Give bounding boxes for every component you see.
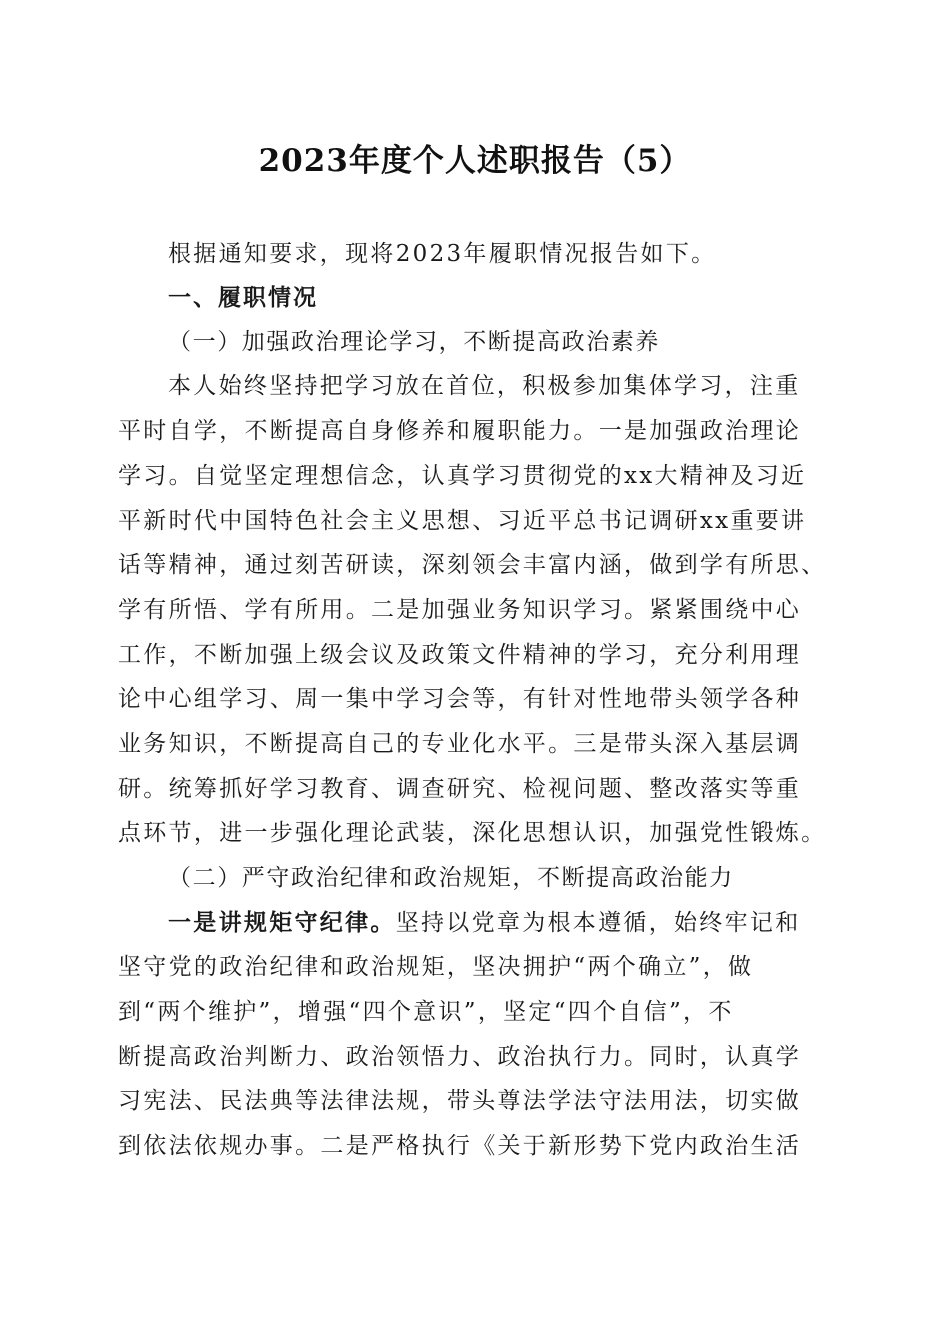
paragraph-line: 到依法依规办事。二是严格执行《关于新形势下党内政治生活 xyxy=(118,1133,802,1159)
section-heading-performance: 一、履职情况 xyxy=(168,285,318,311)
document-title: 2023年度个人述职报告（5） xyxy=(258,143,692,179)
subsection-heading-political-study: （一）加强政治理论学习，不断提高政治素养 xyxy=(168,329,660,355)
paragraph-line: 到“两个维护”，增强“四个意识”，坚定“四个自信”，不 xyxy=(118,999,734,1025)
paragraph-line: 论中心组学习、周一集中学习会等，有针对性地带头领学各种 xyxy=(118,686,802,712)
subsection-heading-political-discipline: （二）严守政治纪律和政治规矩，不断提高政治能力 xyxy=(168,865,734,891)
paragraph-line: 业务知识，不断提高自己的专业化水平。三是带头深入基层调 xyxy=(118,731,802,757)
intro-paragraph: 根据通知要求，现将2023年履职情况报告如下。 xyxy=(168,241,717,267)
paragraph-line: 研。统筹抓好学习教育、调查研究、检视问题、整改落实等重 xyxy=(118,776,802,802)
paragraph-line xyxy=(168,906,801,940)
paragraph-lead-rest: 坚持以党章为根本遵循，始终牢记和 xyxy=(395,910,801,936)
paragraph-line: 平时自学，不断提高自身修养和履职能力。一是加强政治理论 xyxy=(118,418,802,444)
paragraph-line: 本人始终坚持把学习放在首位，积极参加集体学习，注重 xyxy=(168,373,801,399)
paragraph-line: 坚守党的政治纪律和政治规矩，坚决拥护“两个确立”，做 xyxy=(118,954,754,980)
paragraph-line: 话等精神，通过刻苦研读，深刻领会丰富内涵，做到学有所思、 xyxy=(118,552,827,578)
paragraph-line: 学习。自觉坚定理想信念，认真学习贯彻党的xx大精神及习近 xyxy=(118,463,807,489)
paragraph-line: 点环节，进一步强化理论武装，深化思想认识，加强党性锻炼。 xyxy=(118,820,827,846)
paragraph-line: 平新时代中国特色社会主义思想、习近平总书记调研xx重要讲 xyxy=(118,508,807,534)
paragraph-line: 学有所悟、学有所用。二是加强业务知识学习。紧紧围绕中心 xyxy=(118,597,802,623)
paragraph-line: 工作，不断加强上级会议及政策文件精神的学习，充分利用理 xyxy=(118,642,802,668)
paragraph-lead-bold: 一是讲规矩守纪律。 xyxy=(168,909,396,936)
paragraph-line: 断提高政治判断力、政治领悟力、政治执行力。同时，认真学 xyxy=(118,1044,802,1070)
paragraph-line: 习宪法、民法典等法律法规，带头尊法学法守法用法，切实做 xyxy=(118,1088,802,1114)
